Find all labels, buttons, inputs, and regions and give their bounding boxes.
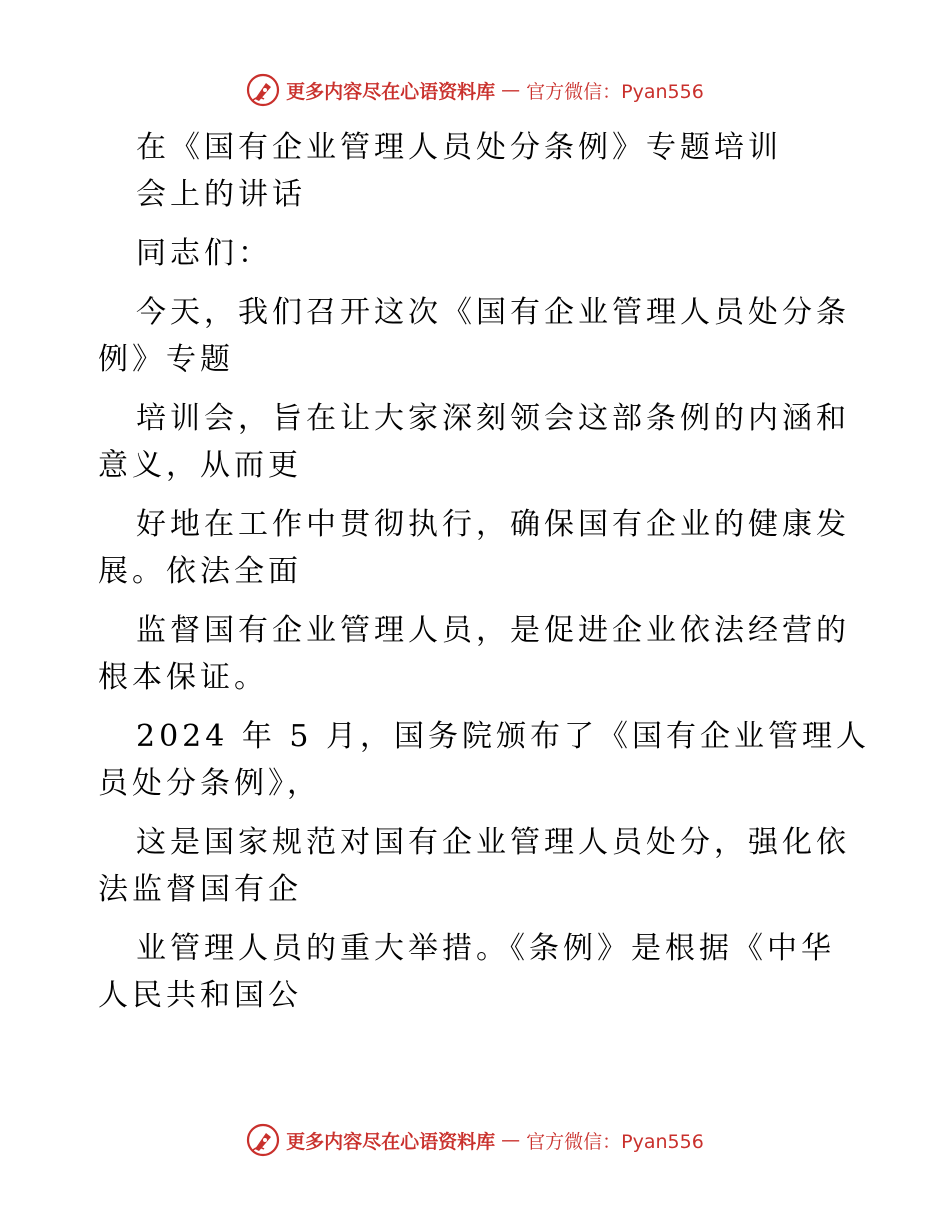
header-banner <box>0 70 950 110</box>
paragraph-6-line-1: 这是国家规范对国有企业管理人员处分，强化依 <box>136 825 850 860</box>
paragraph-5-line-2: 员处分条例》， <box>98 766 321 801</box>
banner-official-account: 官方微信：Pyan556 <box>526 80 704 103</box>
banner-brand-text: 更多内容尽在心语资料库 <box>286 1130 496 1153</box>
paragraph-1-line-1: 今天，我们召开这次《国有企业管理人员处分条 <box>136 295 850 330</box>
banner-dash: — <box>501 1129 521 1151</box>
banner-dash: — <box>501 79 521 101</box>
paragraph-7-line-2: 人民共和国公 <box>98 978 302 1013</box>
document-title-line-2: 会上的讲话 <box>136 177 306 212</box>
paragraph-6-line-2: 法监督国有企 <box>98 872 302 907</box>
paragraph-4-line-1: 监督国有企业管理人员，是促进企业依法经营的 <box>136 613 850 648</box>
document-body <box>98 124 871 1019</box>
salutation: 同志们： <box>136 236 272 271</box>
banner-brand-text: 更多内容尽在心语资料库 <box>286 80 496 103</box>
footer-banner <box>0 1120 950 1160</box>
pen-nib-logo-icon <box>246 73 280 107</box>
paragraph-1-line-2: 例》专题 <box>98 342 234 377</box>
paragraph-7-line-1: 业管理人员的重大举措。《条例》是根据《中华 <box>136 931 835 966</box>
pen-nib-logo-icon <box>246 1123 280 1157</box>
document-title-line-1: 在《国有企业管理人员处分条例》专题培训 <box>136 130 782 165</box>
paragraph-2-line-1: 培训会，旨在让大家深刻领会这部条例的内涵和 <box>136 401 850 436</box>
paragraph-3-line-2: 展。依法全面 <box>98 554 302 589</box>
banner-official-account: 官方微信：Pyan556 <box>526 1130 704 1153</box>
paragraph-5-line-1: 2024 年 5 月，国务院颁布了《国有企业管理人 <box>136 719 871 754</box>
paragraph-4-line-2: 根本保证。 <box>98 660 268 695</box>
paragraph-2-line-2: 意义，从而更 <box>98 448 302 483</box>
paragraph-3-line-1: 好地在工作中贯彻执行，确保国有企业的健康发 <box>136 507 850 542</box>
